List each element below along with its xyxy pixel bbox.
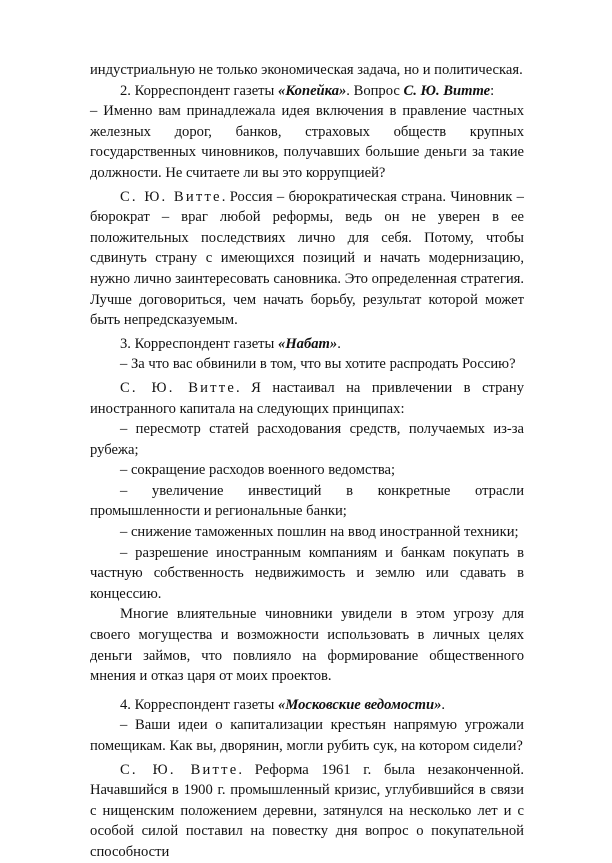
list-item: – пересмотр статей расходования средств, получаемых из-за рубежа;	[90, 421, 524, 458]
answer-paragraph	[90, 760, 524, 863]
speaker-name: С. Ю. Витте	[120, 379, 237, 396]
heading-prefix: 3. Корреспондент газеты	[120, 335, 279, 352]
heading-prefix: 2. Корреспондент газеты	[120, 82, 279, 99]
newspaper-name: «Набат»	[278, 335, 338, 352]
answer-text: . Россия – бюрократическая страна. Чиновник – бюрократ – враг любой реформы, ведь он не уверен в ее положительных последствиях лично для себя. Потому, чтобы сдвинуть страну с имеющихся позиций и начать модернизацию, нужно лично заинтересовать сановника. Это определенная стратегия. Лучше договориться, чем начать борьбу, результат которой может быть непредсказуемым.	[90, 188, 524, 329]
question-heading-moskovskie	[90, 695, 524, 716]
heading-mid: . Вопрос	[346, 82, 404, 99]
question-text: – За что вас обвинили в том, что вы хотите распродать Россию?	[120, 356, 516, 373]
person-name: С. Ю. Витте	[403, 82, 491, 99]
answer-text: . Я настаивал на привлечении в страну иностранного капитала на следующих принципах:	[90, 379, 524, 417]
heading-suffix: :	[490, 82, 495, 99]
question-heading-nabat	[90, 334, 524, 355]
question-heading-kopeika	[90, 81, 524, 102]
newspaper-name: «Московские ведомости»	[278, 696, 442, 713]
answer-continuation: Многие влиятельные чиновники увидели в этом угрозу для своего могущества и возможности использовать в личных целях деньги займов, что повлияло на формирование общественного мнения и отказ царя от моих проектов.	[90, 606, 524, 685]
heading-suffix: .	[337, 335, 341, 352]
paragraph-continuation: индустриальную не только экономическая задача, но и политическая.	[90, 62, 523, 78]
heading-suffix: .	[441, 696, 446, 713]
list-item: – увеличение инвестиций в конкретные отрасли промышленности и региональные банки;	[90, 482, 524, 520]
question-text: – Ваши идеи о капитализации крестьян напрямую угрожали помещикам. Как вы, дворянин, могли рубить сук, на котором сидели?	[90, 717, 524, 754]
question-text: – Именно вам принадлежала идея включения в правление частных железных дорог, банков, страховых обществ крупных государственных чиновников, получавших большие деньги за такие должности. Не считаете ли вы это коррупцией?	[90, 103, 524, 181]
answer-paragraph	[90, 378, 524, 419]
list-item: – разрешение иностранным компаниям и банкам покупать в частную собственность недвижимость и землю или сдавать в концессию.	[90, 544, 524, 602]
answer-paragraph	[90, 187, 524, 331]
heading-prefix: 4. Корреспондент газеты	[120, 696, 279, 713]
speaker-name: С. Ю. Витте	[120, 761, 239, 778]
newspaper-name: «Копейка»	[278, 82, 347, 99]
speaker-name: С. Ю. Витте	[120, 188, 222, 205]
list-item: – сокращение расходов военного ведомства;	[120, 462, 396, 479]
answer-text: . Реформа 1961 г. была незаконченной. Начавшийся в 1900 г. промышленный кризис, углубившийся в связи с нищенским положением деревни, затянулся на несколько лет и с особой силой поставил на повестку дня вопрос о покупательной способности	[90, 761, 525, 860]
list-item: – снижение таможенных пошлин на ввод иностранной техники;	[120, 524, 519, 541]
